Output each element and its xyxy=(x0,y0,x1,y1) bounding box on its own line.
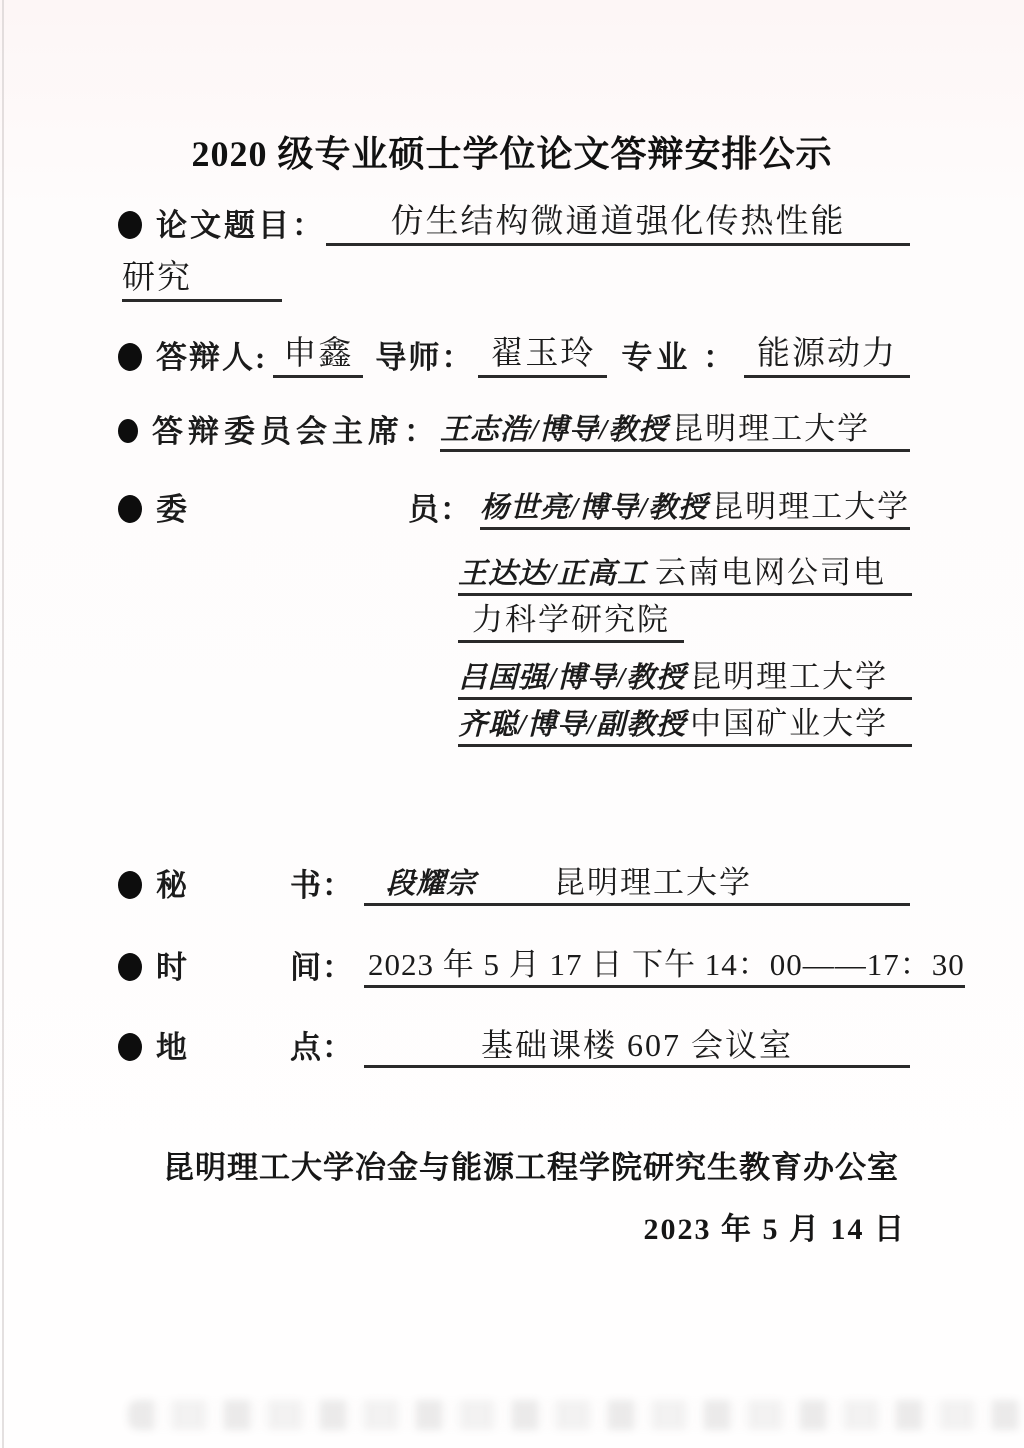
member-2-affiliation-cont: 力科学研究院 xyxy=(458,601,684,643)
time-label-first: 时 xyxy=(156,950,190,986)
committee-member-2-row-cont xyxy=(458,597,912,643)
chair-row xyxy=(118,404,910,452)
committee-label-second: 员： xyxy=(408,492,472,528)
place-value: 基础课楼 607 会议室 xyxy=(364,1025,910,1068)
secretary-label-second: 书： xyxy=(290,868,354,904)
member-3-name-title: 吕国强/博导/教授 xyxy=(458,662,687,695)
defender-label: 答辩人: xyxy=(156,340,268,376)
bullet-icon xyxy=(118,343,142,371)
member-2-affiliation: 云南电网公司电 xyxy=(655,555,887,591)
chair-value xyxy=(440,410,910,452)
time-value: 2023 年 5 月 17 日 下午 14：00——17：30 xyxy=(364,946,965,988)
time-label-second: 间： xyxy=(290,950,354,986)
bullet-icon xyxy=(118,871,142,899)
thesis-title-label: 论文题目： xyxy=(156,208,326,244)
committee-member-2 xyxy=(458,554,912,596)
committee-member-3-row xyxy=(458,654,912,700)
chair-name-title: 王志浩/博导/教授 xyxy=(440,414,669,447)
secretary-affiliation: 昆明理工大学 xyxy=(554,865,753,901)
thesis-title-row-2 xyxy=(118,254,910,302)
committee-member-4 xyxy=(458,705,912,747)
page-title: 2020 级专业硕士学位论文答辩安排公示 xyxy=(191,134,833,174)
chair-affiliation: 昆明理工大学 xyxy=(672,411,871,447)
scan-bleedthrough-artifact xyxy=(128,1400,1024,1430)
defender-row xyxy=(118,330,910,378)
secretary-label-first: 秘 xyxy=(156,868,190,904)
member-4-affiliation: 中国矿业大学 xyxy=(690,706,889,742)
bullet-icon xyxy=(118,953,142,981)
bullet-icon xyxy=(118,495,142,523)
bullet-icon xyxy=(118,419,138,443)
secretary-value xyxy=(364,864,910,906)
secretary-row xyxy=(118,858,910,906)
thesis-title-value-cont: 研究 xyxy=(122,258,282,302)
chair-label: 答辩委员会主席： xyxy=(152,414,440,450)
scan-edge-artifact xyxy=(2,0,4,1448)
committee-member-3 xyxy=(458,658,912,700)
thesis-title-value: 仿生结构微通道强化传热性能 xyxy=(326,202,910,246)
place-label-first: 地 xyxy=(156,1030,190,1066)
thesis-title-row xyxy=(118,198,910,246)
committee-row xyxy=(118,482,910,530)
member-3-affiliation: 昆明理工大学 xyxy=(690,659,889,695)
footer-date: 2023 年 5 月 14 日 xyxy=(643,1213,906,1246)
committee-member-4-row xyxy=(458,701,912,747)
bullet-icon xyxy=(118,1033,142,1061)
committee-member-1 xyxy=(480,488,910,530)
defender-name: 申鑫 xyxy=(273,334,363,378)
member-2-name-title: 王达达/正高工 xyxy=(458,558,648,591)
advisor-name: 翟玉玲 xyxy=(478,334,607,378)
place-row xyxy=(118,1020,910,1068)
footer-office: 昆明理工大学冶金与能源工程学院研究生教育办公室 xyxy=(163,1150,899,1185)
bullet-icon xyxy=(118,211,142,239)
member-1-name-title: 杨世亮/博导/教授 xyxy=(480,492,709,525)
major-label: 专业 ： xyxy=(621,340,739,376)
committee-member-2-row xyxy=(458,550,912,596)
secretary-name: 段耀宗 xyxy=(386,868,477,901)
time-row xyxy=(118,940,965,988)
member-4-name-title: 齐聪/博导/副教授 xyxy=(458,709,687,742)
advisor-label: 导师： xyxy=(375,340,475,376)
place-label-second: 点： xyxy=(290,1030,354,1066)
committee-label-first: 委 xyxy=(156,492,190,528)
major-value: 能源动力 xyxy=(744,334,910,378)
member-1-affiliation: 昆明理工大学 xyxy=(712,489,911,525)
